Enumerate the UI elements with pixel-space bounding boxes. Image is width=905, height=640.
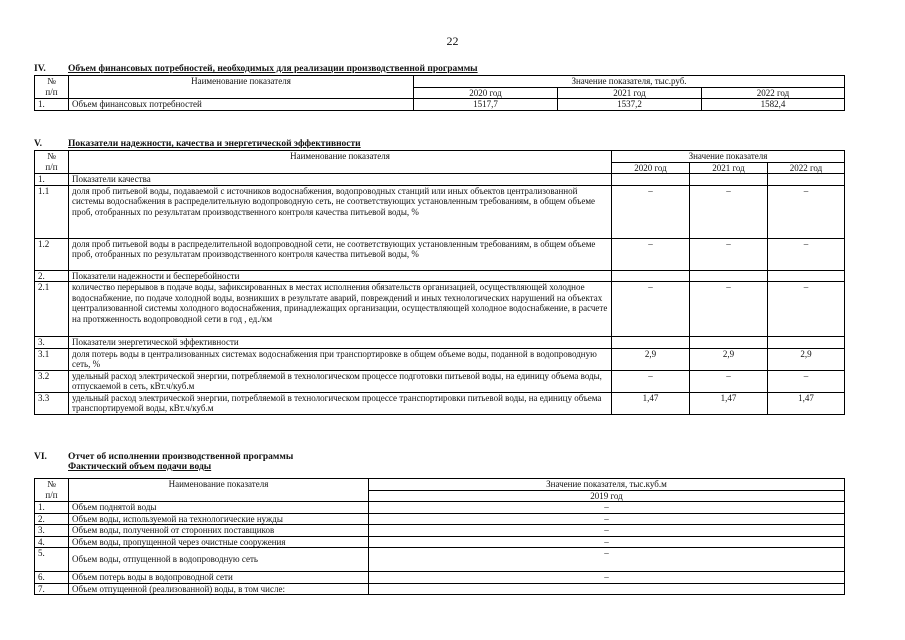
table-cell: – xyxy=(768,282,845,337)
table-cell: Объем финансовых потребностей xyxy=(69,99,414,111)
table-row xyxy=(35,348,845,370)
table-cell: Объем воды, отпущенной в водопроводную сеть xyxy=(69,548,369,572)
table-row xyxy=(35,99,845,111)
table-row xyxy=(35,548,845,572)
table-cell: Объем поднятой воды xyxy=(69,502,369,514)
table-row xyxy=(35,513,845,525)
table-cell: 1.1 xyxy=(35,185,69,238)
table-cell: 1537,2 xyxy=(558,99,702,111)
table-cell: 1. xyxy=(35,502,69,514)
section6-subtitle: Фактический объем подачи воды xyxy=(68,462,212,472)
table-cell xyxy=(768,337,845,349)
table-cell: 1,47 xyxy=(768,392,845,414)
table-cell: 1.2 xyxy=(35,238,69,270)
table-row xyxy=(35,282,845,337)
header-num-text: п/п xyxy=(45,161,58,172)
year-header: 2022 год xyxy=(768,162,845,174)
table-cell: – xyxy=(369,548,845,572)
table-cell: 1,47 xyxy=(690,392,768,414)
header-num-cell xyxy=(35,479,69,502)
table-cell: Объем воды, пропущенной через очистные сооружения xyxy=(69,536,369,548)
year-header: 2020 год xyxy=(414,87,558,99)
table-cell xyxy=(612,337,690,349)
section4-heading xyxy=(34,64,844,74)
table-cell: – xyxy=(690,370,768,392)
section4-num: IV. xyxy=(34,64,46,74)
section4-title: Объем финансовых потребностей, необходимых для реализации производственной программы xyxy=(68,64,478,74)
table-cell: – xyxy=(369,513,845,525)
header-num-cell xyxy=(35,151,69,174)
table-cell: – xyxy=(768,185,845,238)
header-name-cell: Наименование показателя xyxy=(69,76,414,99)
table-cell: удельный расход электрической энергии, потребляемой в технологическом процессе транспортировки питьевой воды, на единицу объема транспортируемой воды, кВт.ч/куб.м xyxy=(69,392,612,414)
table-cell: 2. xyxy=(35,270,69,282)
table-cell: – xyxy=(690,282,768,337)
table-cell: Объем потерь воды в водопроводной сети xyxy=(69,572,369,584)
table-cell: 5. xyxy=(35,548,69,572)
table-row xyxy=(35,583,845,595)
table-row xyxy=(35,536,845,548)
table-cell: – xyxy=(369,525,845,537)
section6-heading xyxy=(34,452,844,472)
table-cell: 1. xyxy=(35,99,69,111)
table-cell: Объем отпущенной (реализованной) воды, в том числе: xyxy=(69,583,369,595)
table-cell: – xyxy=(369,502,845,514)
year-header: 2019 год xyxy=(369,490,845,502)
header-num-cell xyxy=(35,76,69,99)
year-header: 2020 год xyxy=(612,162,690,174)
table-row xyxy=(35,270,845,282)
year-header: 2021 год xyxy=(690,162,768,174)
table-cell: – xyxy=(690,238,768,270)
table-row xyxy=(35,337,845,349)
table-cell: 3.2 xyxy=(35,370,69,392)
table-cell xyxy=(690,270,768,282)
table-cell: 1,47 xyxy=(612,392,690,414)
table-row xyxy=(35,370,845,392)
table-cell xyxy=(690,174,768,186)
table-cell: удельный расход электрической энергии, потребляемой в технологическом процессе подготовки питьевой воды, на единицу объема воды, отпускаемой в сеть, кВт.ч/куб.м xyxy=(69,370,612,392)
table-cell: количество перерывов в подаче воды, зафиксированных в местах исполнения обязательств организацией, осуществляющей холодное водоснабжение, по подаче холодной воды, возникших в результате аварий, повреждений и иных технологических нарушений на объектах централизованной системы холодного водоснабжения, принадлежащих организации, осуществляющей холодное водоснабжение, в расчете на протяженность водопроводной сети в год , ед./км xyxy=(69,282,612,337)
water-supply-table xyxy=(34,478,845,595)
table-row xyxy=(35,392,845,414)
table-cell: Показатели надежности и бесперебойности xyxy=(69,270,612,282)
table-cell xyxy=(612,270,690,282)
table-cell: Показатели энергетической эффективности xyxy=(69,337,612,349)
header-num-text: № xyxy=(47,76,56,86)
page-number: 22 xyxy=(446,34,459,48)
table-cell: 1582,4 xyxy=(702,99,845,111)
table-cell: 2.1 xyxy=(35,282,69,337)
table-cell: – xyxy=(768,238,845,270)
table-cell: 7. xyxy=(35,583,69,595)
table-cell: Объем воды, используемой на технологические нужды xyxy=(69,513,369,525)
header-num-text: № xyxy=(47,479,56,489)
table-row xyxy=(35,502,845,514)
table-cell: – xyxy=(369,536,845,548)
section5-num: V. xyxy=(34,139,43,149)
table-cell: – xyxy=(612,370,690,392)
table-cell: – xyxy=(690,185,768,238)
table-row xyxy=(35,572,845,584)
table-cell: доля потерь воды в централизованных системах водоснабжения при транспортировке в общем объеме воды, поданной в водопроводную сеть, % xyxy=(69,348,612,370)
table-cell: 1517,7 xyxy=(414,99,558,111)
year-header: 2021 год xyxy=(558,87,702,99)
table-cell xyxy=(690,337,768,349)
table-row xyxy=(35,174,845,186)
header-name-cell: Наименование показателя xyxy=(69,151,612,174)
table-cell: 6. xyxy=(35,572,69,584)
section5-heading xyxy=(34,139,844,149)
table-cell: 2,9 xyxy=(690,348,768,370)
table-row xyxy=(35,238,845,270)
table-cell: Показатели качества xyxy=(69,174,612,186)
table-cell: 2. xyxy=(35,513,69,525)
table-cell: доля проб питьевой воды в распределительной водопроводной сети, не соответствующих установленным требованиям, в общем объеме проб, отобранных по результатам производственного контроля качества питьевой воды, % xyxy=(69,238,612,270)
table-cell: – xyxy=(768,370,845,392)
table-cell: – xyxy=(612,282,690,337)
header-value-cell: Значение показателя xyxy=(612,151,845,163)
table-cell xyxy=(768,174,845,186)
table-cell xyxy=(768,270,845,282)
header-num-text: п/п xyxy=(45,86,58,97)
section6-num: VI. xyxy=(34,452,47,462)
table-cell: – xyxy=(612,238,690,270)
header-value-cell: Значение показателя, тыс.куб.м xyxy=(369,479,845,491)
header-name-cell: Наименование показателя xyxy=(69,479,369,502)
table-cell: 1. xyxy=(35,174,69,186)
table-cell: доля проб питьевой воды, подаваемой с источников водоснабжения, водопроводных станций или иных объектов централизованной системы водоснабжения в распределительную водопроводную сеть, не соответствующих установленным требованиям, в общем объеме проб, отобранных по результатам производственного контроля качества питьевой воды, % xyxy=(69,185,612,238)
header-num-text: п/п xyxy=(45,489,58,500)
table-cell: 4. xyxy=(35,536,69,548)
table-cell: – xyxy=(369,572,845,584)
table-cell xyxy=(369,583,845,595)
header-value-cell: Значение показателя, тыс.руб. xyxy=(414,76,845,88)
section5-title: Показатели надежности, качества и энергетической эффективности xyxy=(68,139,361,149)
financial-needs-table xyxy=(34,75,845,111)
table-cell: 2,9 xyxy=(768,348,845,370)
table-cell: 3.3 xyxy=(35,392,69,414)
section6-title: Отчет об исполнении производственной программы xyxy=(68,452,294,462)
table-cell: 3.1 xyxy=(35,348,69,370)
year-header: 2022 год xyxy=(702,87,845,99)
table-cell: 2,9 xyxy=(612,348,690,370)
table-cell xyxy=(612,174,690,186)
table-cell: Объем воды, полученной от сторонних поставщиков xyxy=(69,525,369,537)
table-row xyxy=(35,525,845,537)
table-row xyxy=(35,185,845,238)
table-cell: 3. xyxy=(35,525,69,537)
header-num-text: № xyxy=(47,151,56,161)
table-cell: – xyxy=(612,185,690,238)
table-cell: 3. xyxy=(35,337,69,349)
reliability-table xyxy=(34,150,845,415)
